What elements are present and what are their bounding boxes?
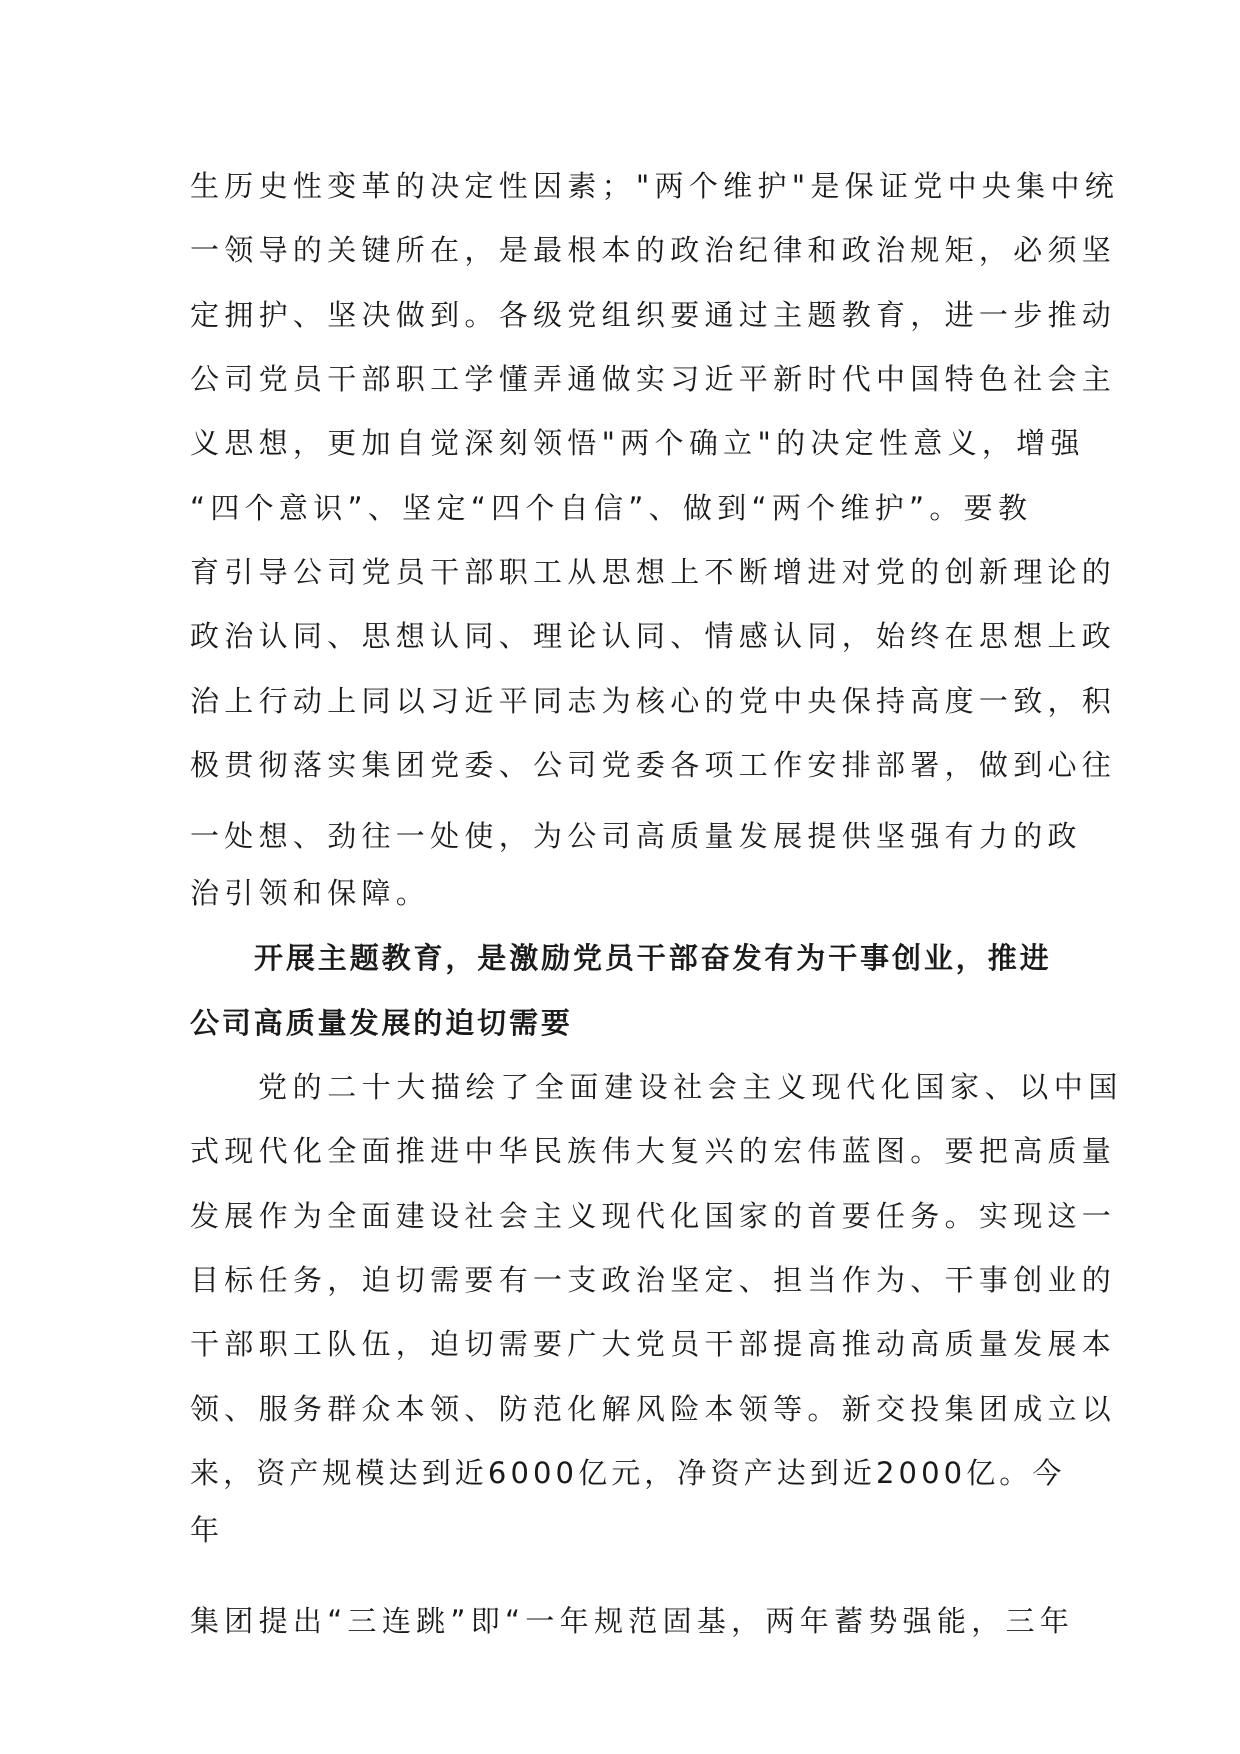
heading-line: 开展主题教育，是激励党员干部奋发有为干事创业，推进: [254, 941, 1052, 975]
text-line: 一领导的关键所在，是最根本的政治纪律和政治规矩，必须坚: [190, 233, 1117, 267]
text-line: 目标任务，迫切需要有一支政治坚定、担当作为、干事创业的: [190, 1263, 1117, 1297]
text-line: 义思想，更加自觉深刻领悟"两个确立"的决定性意义，增强: [190, 426, 1085, 460]
text-line: 领、服务群众本领、防范化解风险本领等。新交投集团成立以: [190, 1392, 1117, 1426]
text-line: 发展作为全面建设社会主义现代化国家的首要任务。实现这一: [190, 1199, 1117, 1233]
text-line: 治引领和保障。: [190, 876, 431, 910]
text-line: 式现代化全面推进中华民族伟大复兴的宏伟蓝图。要把高质量: [190, 1134, 1117, 1168]
text-line: 公司党员干部职工学懂弄通做实习近平新时代中国特色社会主: [190, 362, 1117, 396]
text-line: 极贯彻落实集团党委、公司党委各项工作安排部署，做到心往: [190, 748, 1117, 782]
text-line: 来，资产规模达到近6000亿元，净资产达到近2000亿。今: [190, 1456, 1066, 1490]
text-line: 党的二十大描绘了全面建设社会主义现代化国家、以中国: [258, 1070, 1124, 1104]
heading-line: 公司高质量发展的迫切需要: [190, 1006, 573, 1040]
text-line: 干部职工队伍，迫切需要广大党员干部提高推动高质量发展本: [190, 1327, 1117, 1361]
text-line: 治上行动上同以习近平同志为核心的党中央保持高度一致，积: [190, 684, 1117, 718]
text-line: 一处想、劲往一处使，为公司高质量发展提供坚强有力的政: [190, 819, 1082, 853]
text-line: “四个意识”、坚定“四个自信”、做到“两个维护”。要教: [190, 491, 1033, 525]
text-line: 年: [190, 1513, 225, 1547]
text-line: 政治认同、思想认同、理论认同、情感认同，始终在思想上政: [190, 619, 1117, 653]
text-line: 育引导公司党员干部职工从思想上不断增进对党的创新理论的: [190, 555, 1117, 589]
text-line: 生历史性变革的决定性因素；"两个维护"是保证党中央集中统: [190, 169, 1120, 203]
text-line: 集团提出“三连跳”即“一年规范固基，两年蓄势强能，三年: [190, 1604, 1075, 1638]
text-line: 定拥护、坚决做到。各级党组织要通过主题教育，进一步推动: [190, 298, 1117, 332]
